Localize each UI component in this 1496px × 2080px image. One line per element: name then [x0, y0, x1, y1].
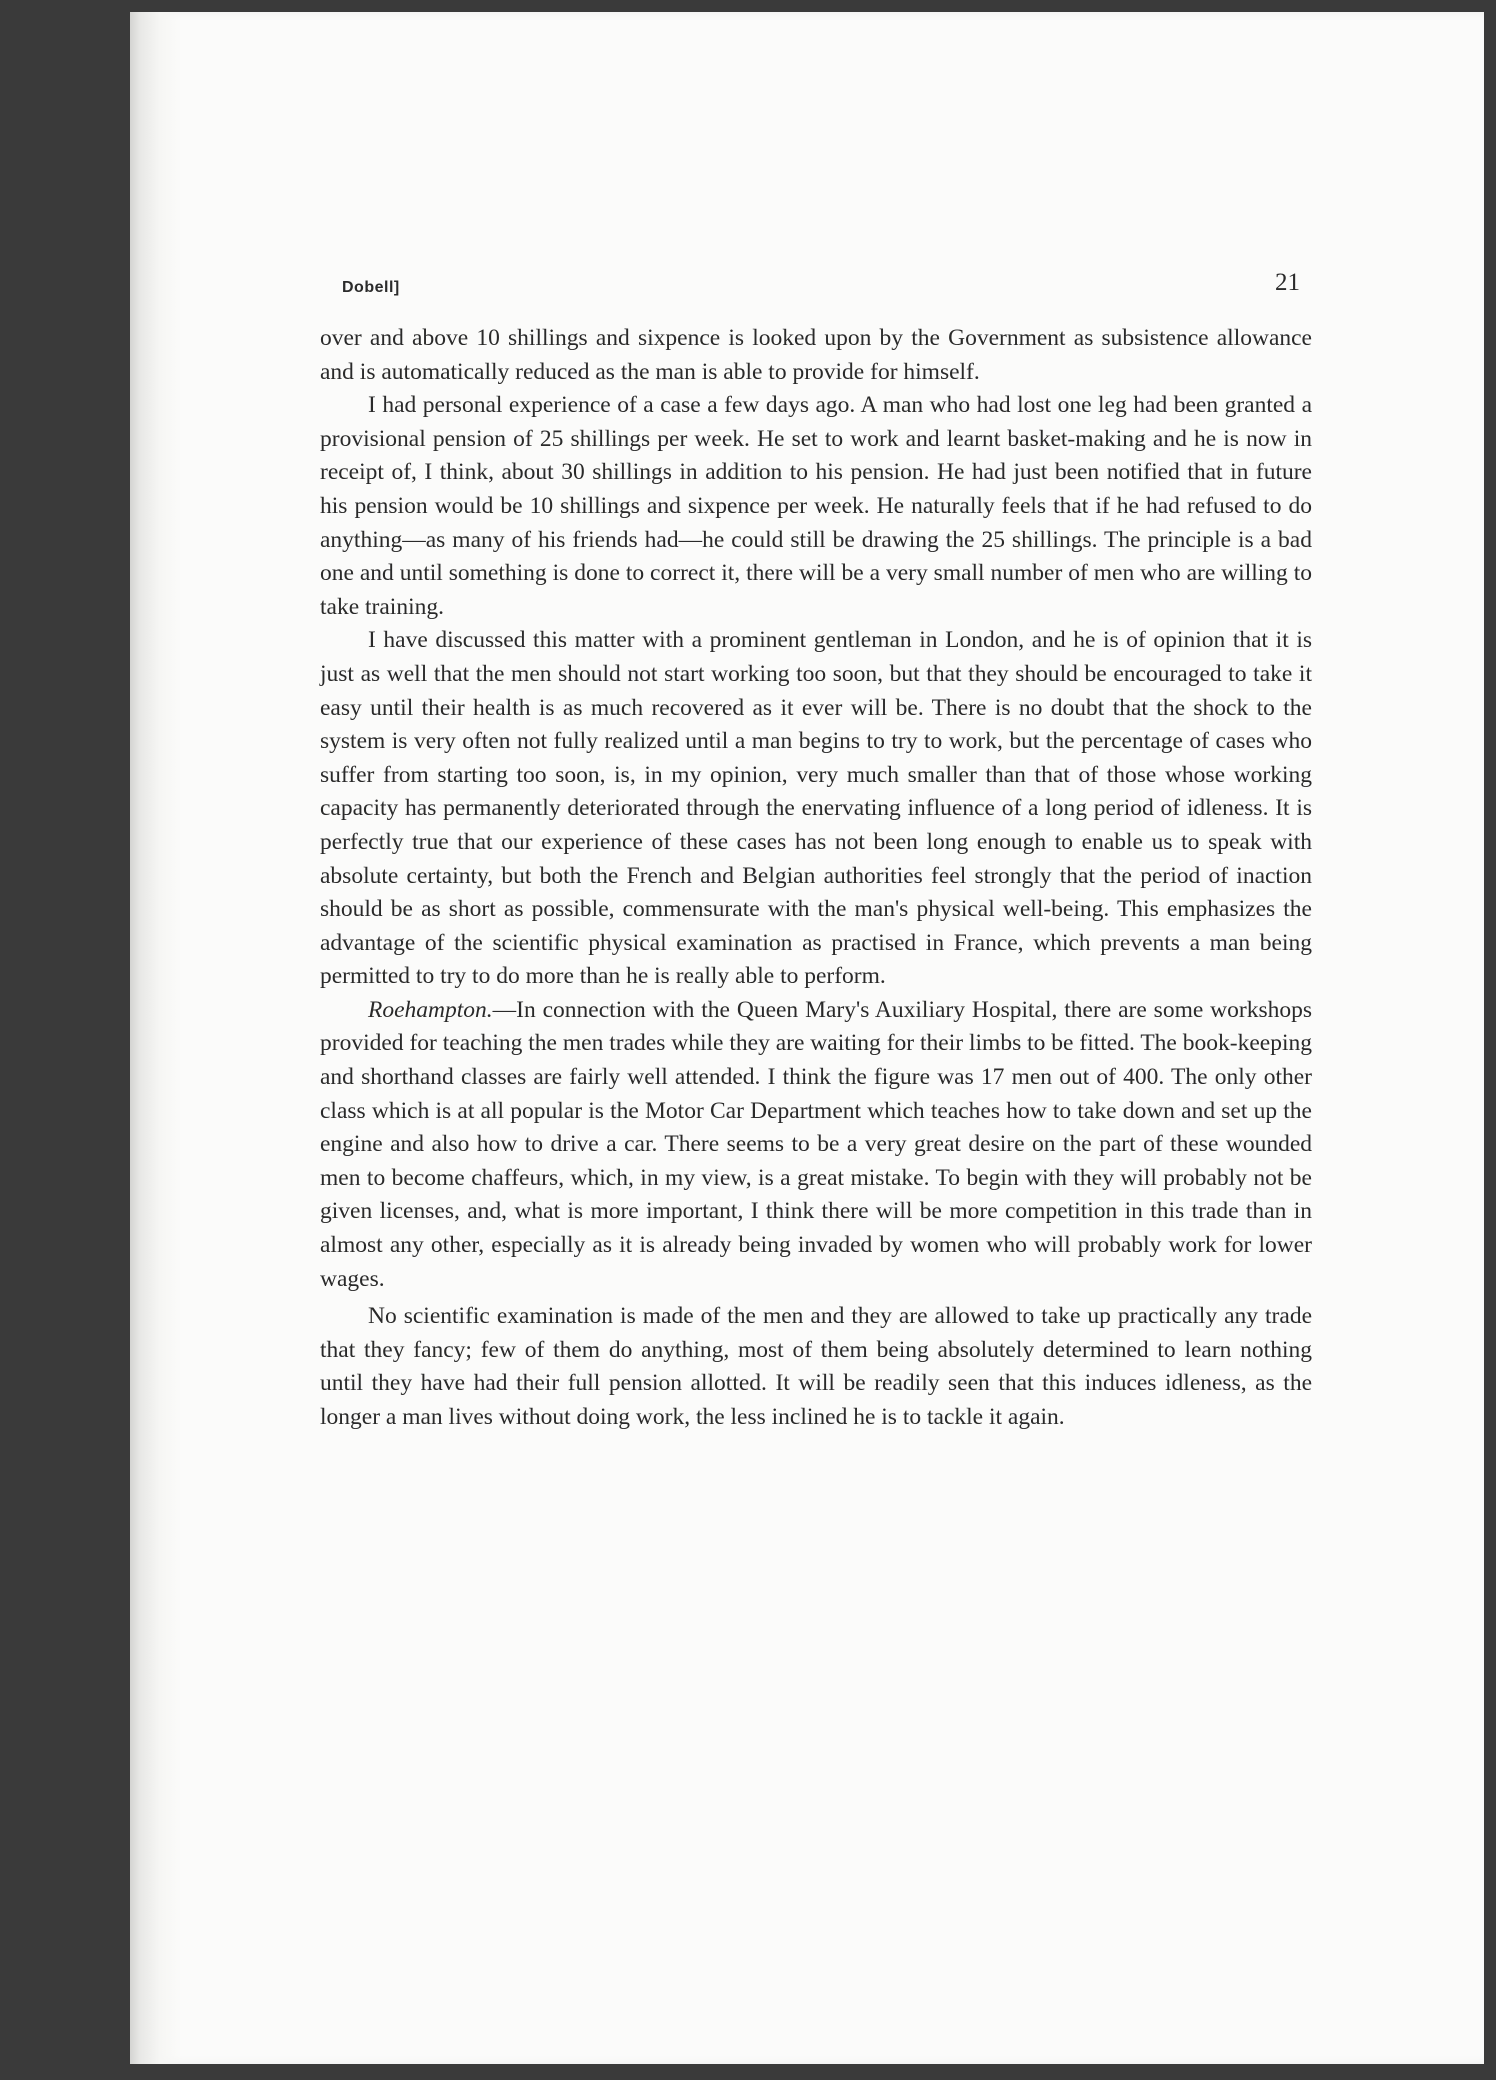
paragraph-discussion-london: I have discussed this matter with a prominent gentleman in London, and he is of opinion that it is just as well that the men should not start working too soon, but that they should be encouraged to take it easy until their health is as much recovered as it ever will be. There is no doubt that the shock to the system is very often not fully realized until a man begins to try to work, but the percentage of cases who suffer from starting too soon, is, in my opinion, very much smaller than that of those whose working capacity has permanently deteriorated through the enervating influence of a long period of idleness. It is perfectly true that our experience of these cases has not been long enough to enable us to speak with absolute certainty, but both the French and Belgian authorities feel strongly that the period of inaction should be as short as possible, commensurate with the man's physical well-being. This emphasizes the advantage of the scientific physical examination as practised in France, which prevents a man being permitted to try to do more than he is really able to perform. [320, 627, 1312, 990]
running-head [342, 267, 1300, 307]
book-page [130, 12, 1484, 2064]
running-head-author: Dobell] [342, 279, 400, 296]
roehampton-text: —In connection with the Queen Mary's Auxiliary Hospital, there are some workshops provided for teaching the men trades while they are waiting for their limbs to be fitted. The book-keeping and shorthand classes are fairly well attended. I think the figure was 17 men out of 400. The only other class which is at all popular is the Motor Car Department which teaches how to take down and set up the engine and also how to drive a car. There seems to be a very great desire on the part of these wounded men to become chaffeurs, which, in my view, is a great mistake. To begin with they will probably not be given licenses, and, what is more important, I think there will be more competition in this trade than in almost any other, especially as it is already being invaded by women who will probably work for lower wages. [320, 996, 1312, 1292]
paragraph-personal-experience: I had personal experience of a case a few days ago. A man who had lost one leg had been granted a provisional pension of 25 shillings per week. He set to work and learnt basket-making and he is now in receipt of, I think, about 30 shillings in addition to his pension. He had just been notified that in future his pension would be 10 shillings and sixpence per week. He naturally feels that if he had refused to do anything—as many of his friends had—he could still be drawing the 25 shillings. The principle is a bad one and until something is done to correct it, there will be a very small number of men who are willing to take training. [320, 392, 1312, 620]
paragraph-no-scientific-examination: No scientific examination is made of the men and they are allowed to take up practically any trade that they fancy; few of them do anything, most of them being absolutely determined to learn nothing until they have had their full pension allotted. It will be readily seen that this induces idleness, as the longer a man lives without doing work, the less inclined he is to tackle it again. [320, 1303, 1312, 1430]
paragraph-continuation: over and above 10 shillings and sixpence is looked upon by the Government as subsistence allowance and is automatically reduced as the man is able to provide for himself. [320, 325, 1312, 385]
roehampton-heading: Roehampton. [368, 996, 493, 1023]
body-text [320, 322, 1312, 1435]
paragraph-roehampton [320, 994, 1312, 1296]
binding-gutter [130, 12, 182, 2064]
page-number: 21 [1275, 269, 1300, 296]
